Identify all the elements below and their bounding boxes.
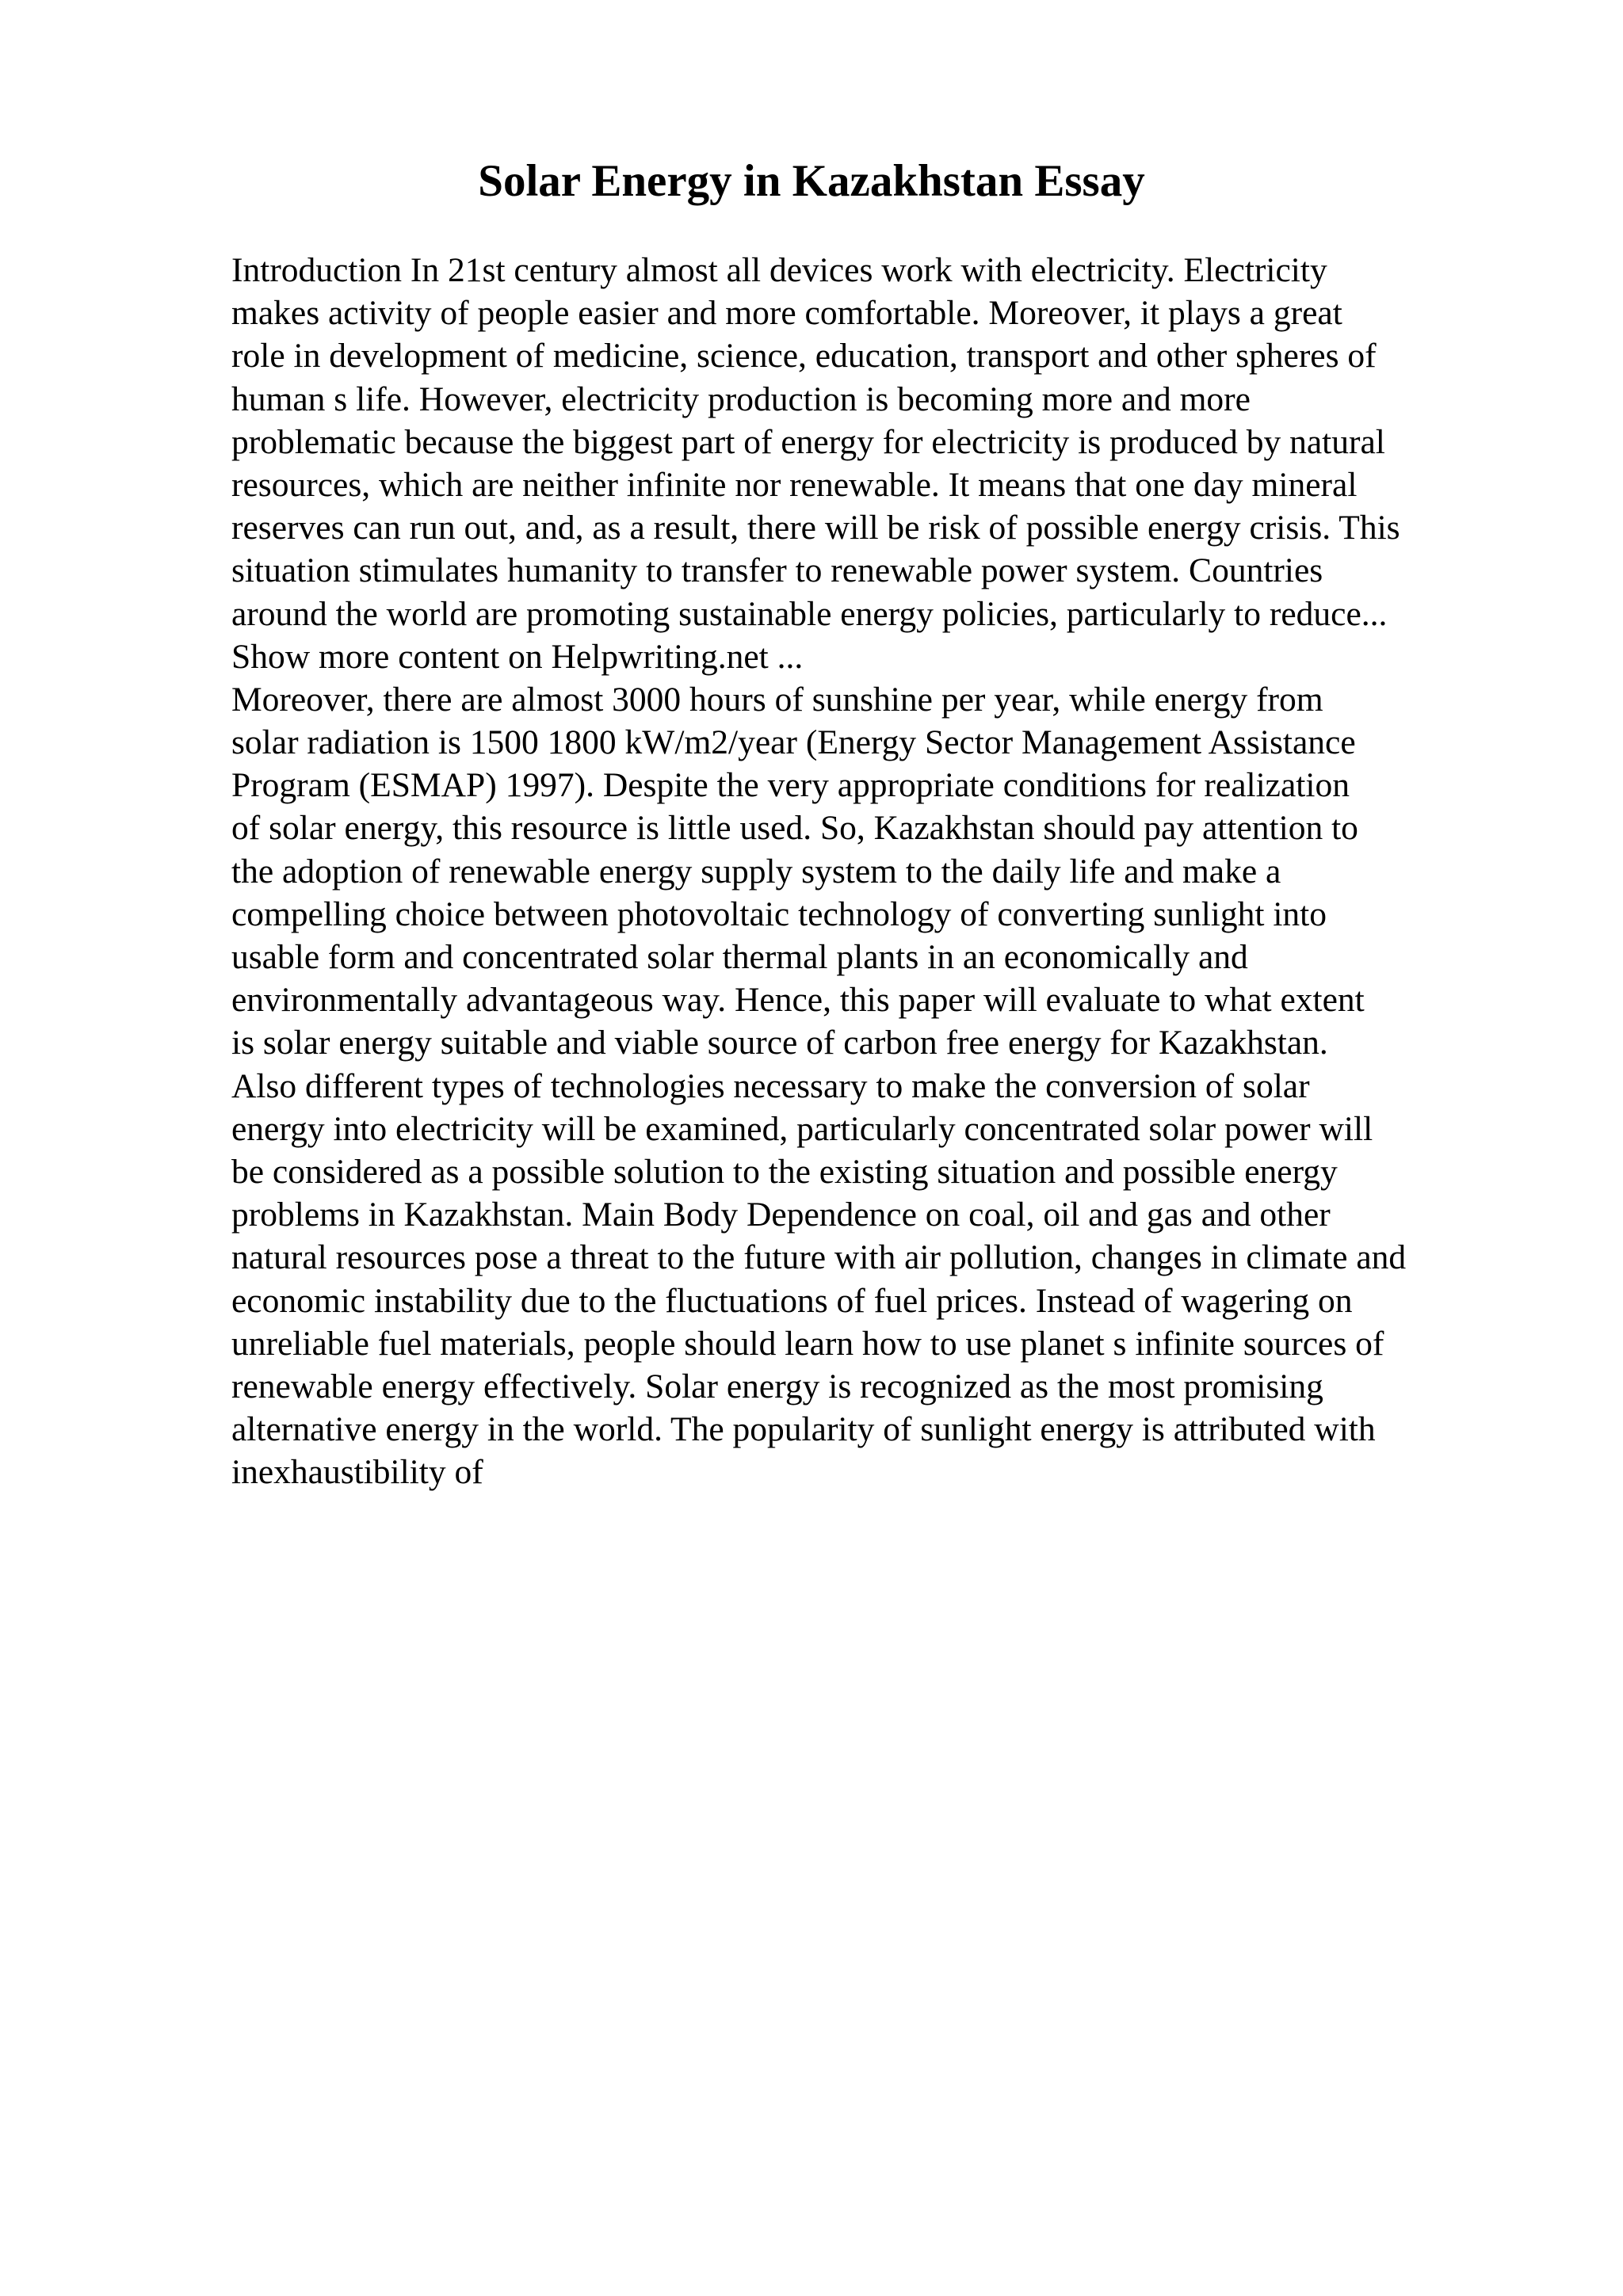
text-line: economic instability due to the fluctuations of fuel prices. Instead of wagering on [231,1281,1353,1320]
text-line: Also different types of technologies necessary to make the conversion of solar [231,1066,1310,1105]
text-line: be considered as a possible solution to the existing situation and possible energy [231,1152,1338,1191]
text-line: the adoption of renewable energy supply system to the daily life and make a [231,852,1281,891]
text-line: Introduction In 21st century almost all devices work with electricity. Electricity [231,251,1327,289]
text-line: human s life. However, electricity production is becoming more and more [231,379,1251,418]
text-line: renewable energy effectively. Solar energy is recognized as the most promising [231,1367,1323,1405]
text-line: solar radiation is 1500 1800 kW/m2/year (Energy Sector Management Assistance [231,723,1356,762]
text-line: situation stimulates humanity to transfer to renewable power system. Countries [231,551,1323,590]
text-line: makes activity of people easier and more comfortable. Moreover, it plays a great [231,294,1342,333]
text-line: reserves can run out, and, as a result, there will be risk of possible energy crisis. This [231,509,1400,547]
text-line: resources, which are neither infinite nor renewable. It means that one day mineral [231,465,1358,504]
text-line: environmentally advantageous way. Hence, this paper will evaluate to what extent [231,981,1365,1020]
page-title: Solar Energy in Kazakhstan Essay [478,156,1145,206]
text-line: compelling choice between photovoltaic technology of converting sunlight into [231,894,1327,933]
text-line: unreliable fuel materials, people should learn how to use planet s infinite sources of [231,1324,1384,1363]
text-line: Moreover, there are almost 3000 hours of sunshine per year, while energy from [231,680,1323,719]
text-line: role in development of medicine, science, education, transport and other spheres of [231,337,1377,376]
text-line: energy into electricity will be examined, particularly concentrated solar power will [231,1109,1373,1148]
text-line: is solar energy suitable and viable source of carbon free energy for Kazakhstan. [231,1024,1328,1062]
text-line: usable form and concentrated solar thermal plants in an economically and [231,938,1248,976]
text-line: inexhaustibility of [231,1453,483,1492]
text-line: problems in Kazakhstan. Main Body Dependence on coal, oil and gas and other [231,1196,1331,1234]
text-line: Program (ESMAP) 1997). Despite the very appropriate conditions for realization [231,766,1350,805]
text-line: alternative energy in the world. The popularity of sunlight energy is attributed with [231,1410,1376,1449]
text-line: problematic because the biggest part of energy for electricity is produced by natural [231,422,1385,461]
text-line: of solar energy, this resource is little used. So, Kazakhstan should pay attention to [231,809,1358,848]
essay-body [231,249,1579,1493]
text-line: around the world are promoting sustainable energy policies, particularly to reduce... [231,594,1388,633]
text-line: natural resources pose a threat to the future with air pollution, changes in climate and [231,1238,1407,1277]
text-line: Show more content on Helpwriting.net ... [231,637,804,676]
